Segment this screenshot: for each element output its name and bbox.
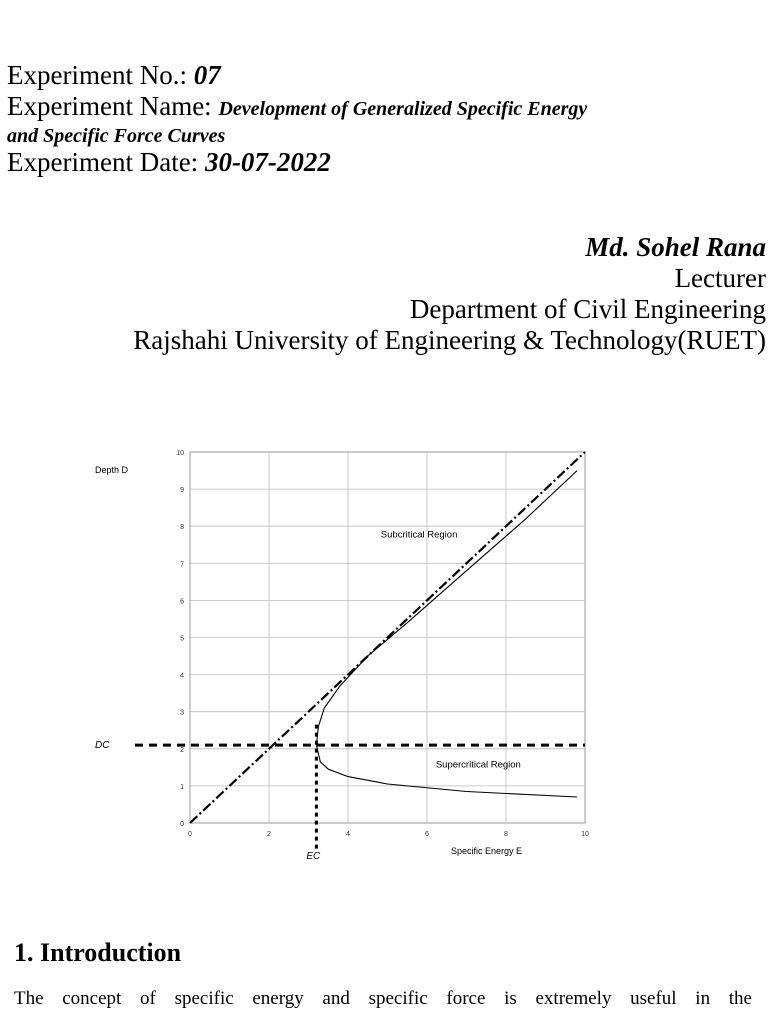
x-tick-label: 0 <box>188 831 192 838</box>
author-block <box>133 232 766 356</box>
x-tick-label: 6 <box>425 831 429 838</box>
experiment-name <box>7 91 762 125</box>
specific-energy-chart <box>85 435 605 865</box>
annotation-supercritical: Supercritical Region <box>435 759 521 771</box>
series <box>135 452 585 850</box>
critical-depth-label: DC <box>95 740 110 752</box>
y-tick-label: 3 <box>180 709 184 717</box>
experiment-name-value-line2: and Specific Force Curves <box>7 125 226 147</box>
author-department: Department of Civil Engineering <box>409 294 766 324</box>
y-tick-label: 5 <box>180 635 184 643</box>
experiment-date-label: Experiment Date: <box>7 147 205 177</box>
chart-svg <box>85 435 605 865</box>
experiment-date <box>7 147 762 178</box>
experiment-name-value-line1: Development of Generalized Specific Energy <box>218 98 588 120</box>
x-tick-label: 10 <box>581 831 589 838</box>
y-tick-label: 1 <box>180 783 184 791</box>
critical-energy-label: EC <box>306 851 321 862</box>
x-tick-label: 2 <box>267 831 271 838</box>
author-university: Rajshahi University of Engineering & Technology(RUET) <box>133 325 766 355</box>
intro-text: The concept of specific energy and specific force is extremely useful in the <box>14 988 752 1009</box>
x-tick-label: 8 <box>504 831 508 838</box>
x-axis-label: Specific Energy E <box>451 846 523 856</box>
y-tick-label: 7 <box>180 561 184 569</box>
author-name: Md. Sohel Rana <box>585 232 766 262</box>
y-tick-label: 8 <box>180 524 184 532</box>
y-tick-label: 9 <box>180 487 184 495</box>
experiment-no <box>7 60 762 91</box>
experiment-name-label: Experiment Name: <box>7 91 219 121</box>
y-tick-label: 0 <box>180 821 184 828</box>
y-tick-label: 10 <box>176 450 184 457</box>
author-title: Lecturer <box>674 263 766 293</box>
y-tick-label: 2 <box>180 746 184 754</box>
intro-heading: 1. Introduction <box>14 938 182 967</box>
y-tick-label: 6 <box>180 598 184 606</box>
specific-energy-curve <box>316 471 577 797</box>
y-axis-label: Depth D <box>95 465 129 475</box>
header <box>7 60 762 178</box>
experiment-no-value: 07 <box>193 60 221 90</box>
y-tick-label: 4 <box>180 672 184 680</box>
annotation-subcritical: Subcritical Region <box>380 529 458 541</box>
experiment-date-value: 30-07-2022 <box>204 147 331 177</box>
x-tick-label: 4 <box>346 831 350 838</box>
experiment-no-label: Experiment No.: <box>7 60 194 90</box>
